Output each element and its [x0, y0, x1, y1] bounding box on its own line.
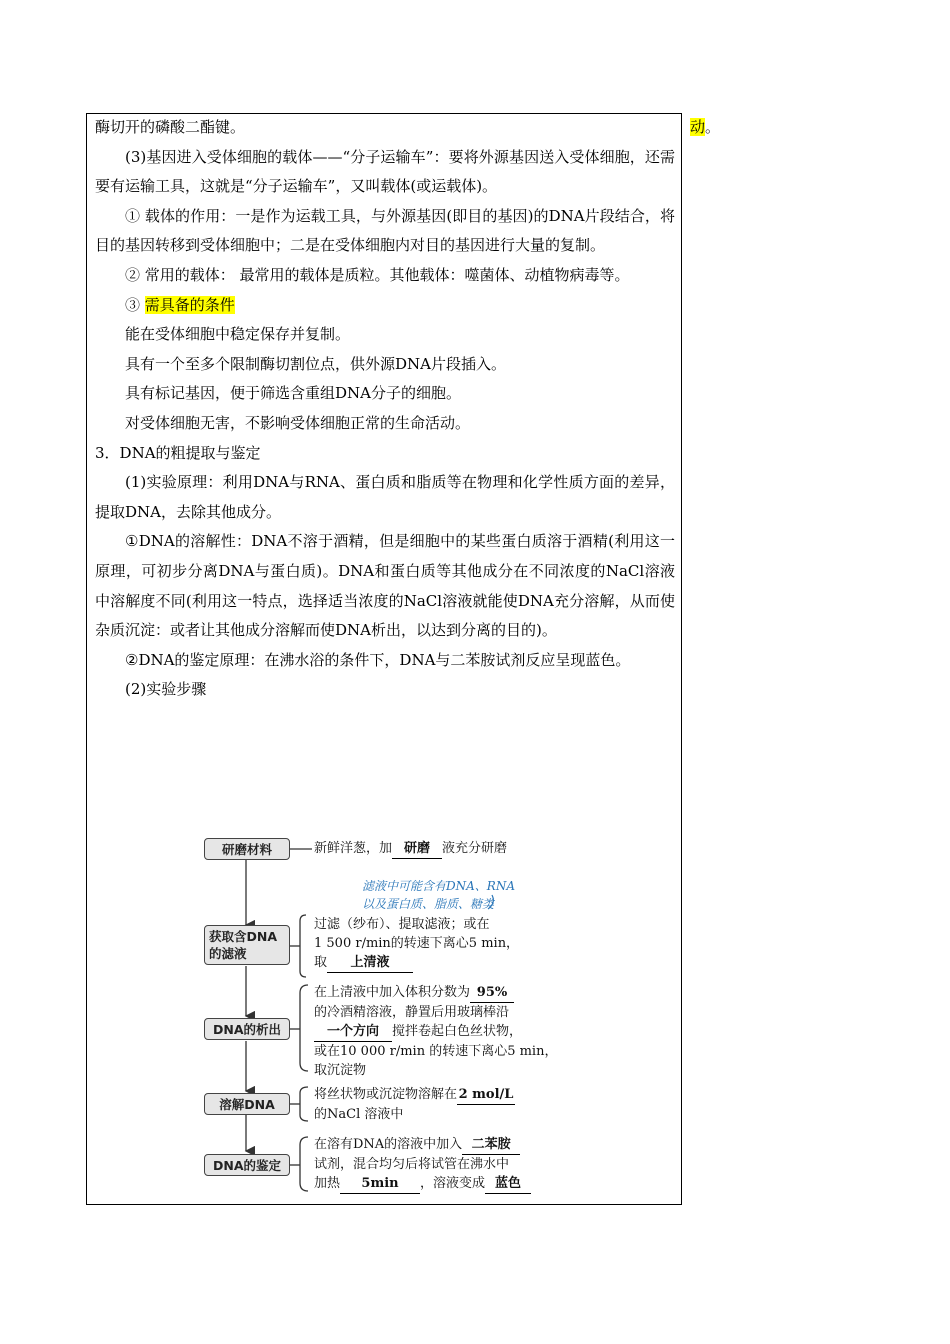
desc-line: 试剂，混合均匀后将试管在沸水中 [314, 1157, 510, 1172]
experiment-flowchart [196, 833, 576, 1203]
desc-text: 将丝状物或沉淀物溶解在 [314, 1087, 458, 1102]
bracket-3 [300, 985, 308, 1071]
paragraph: 能在受体细胞中稳定保存并复制。 [125, 325, 351, 344]
step-3-desc [314, 983, 557, 1080]
desc-text: 在上清液中加入体积分数为 [314, 985, 471, 1000]
desc-text: 在溶有DNA的溶液中加入 [314, 1137, 463, 1152]
step-precipitation: DNA的析出 [204, 1018, 290, 1040]
paragraph [95, 291, 675, 321]
desc-line: 或在10 000 r/min 的转速下离心5 min， [314, 1044, 558, 1059]
desc-text: 加热 [314, 1176, 341, 1191]
section-heading: 3．DNA的粗提取与鉴定 [95, 443, 261, 462]
step-2-desc [314, 915, 519, 973]
fill-blank: 研磨 [392, 839, 442, 859]
paragraph: (2)实验步骤 [125, 680, 207, 699]
desc-line: 的冷酒精溶液，静置后用玻璃棒沿 [314, 1005, 510, 1020]
paragraph: 酶切开的磷酸二酯键。 [95, 118, 246, 136]
desc-text: 新鲜洋葱，加 [314, 841, 393, 856]
desc-text: 取 [314, 955, 328, 970]
desc-text: 搅拌卷起白色丝状物， [392, 1024, 523, 1039]
desc-line: 取沉淀物 [314, 1063, 367, 1078]
paragraph: 具有标记基因，便于筛选含重组DNA分子的细胞。 [125, 384, 461, 403]
paragraph: ① 载体的作用：一是作为运载工具，与外源基因(即目的基因)的DNA片段结合，将目的基因转移到受体细胞中；二是在受体细胞内对目的基因进行大量的复制。 [95, 206, 675, 255]
step-4-desc [314, 1085, 515, 1124]
step-1-desc [314, 839, 507, 859]
step-dissolve: 溶解DNA [204, 1093, 290, 1115]
fill-blank: 5min [340, 1174, 420, 1194]
paragraph: ②DNA的鉴定原理：在沸水浴的条件下，DNA与二苯胺试剂反应呈现蓝色。 [125, 650, 631, 669]
desc-text: ，溶液变成 [420, 1176, 486, 1191]
paragraph: ①DNA的溶解性：DNA不溶于酒精，但是细胞中的某些蛋白质溶于酒精(利用这一原理，可初步分离DNA与蛋白质)。DNA和蛋白质等其他成分在不同浓度的NaCl溶液中溶解度不同(利用这一特点，选择适当浓度的NaCl溶液就能使DNA充分溶解，从而使杂质沉淀：或者让其他成分溶解而使DNA析出，以达到分离的目的)。 [95, 532, 675, 640]
paragraph: 具有一个至多个限制酶切割位点，供外源DNA片段插入。 [125, 354, 506, 373]
desc-line: 过滤（纱布）、提取滤液；或在 [314, 917, 490, 932]
paragraph: 对受体细胞无害，不影响受体细胞正常的生命活动。 [125, 413, 471, 432]
side-highlight: 动 [690, 118, 706, 136]
desc-line [314, 1174, 531, 1194]
desc-line [314, 983, 557, 1003]
desc-line [314, 1135, 531, 1155]
bracket-4 [300, 1087, 308, 1121]
fill-blank: 蓝色 [485, 1174, 531, 1194]
step-identify: DNA的鉴定 [204, 1154, 290, 1176]
step-filtrate: 获取含DNA的滤液 [204, 925, 290, 965]
handwritten-note [362, 877, 515, 913]
desc-line [314, 953, 519, 973]
paragraph-prefix: ③ [125, 295, 145, 314]
paragraph: (3)基因进入受体细胞的载体——“分子运输车”：要将外源基因送入受体细胞，还需要有运输工具，这就是“分子运输车”，又叫载体(或运载体)。 [95, 147, 675, 196]
highlighted-text: 需具备的条件 [144, 295, 235, 314]
desc-line [314, 1085, 515, 1105]
desc-line: 1 500 r/min的转速下离心5 min， [314, 936, 520, 951]
step-grinding: 研磨材料 [204, 838, 290, 860]
bracket-5 [300, 1137, 308, 1191]
bracket-2 [300, 915, 306, 977]
fill-blank: 一个方向 [314, 1022, 392, 1042]
fill-blank: 95% [470, 983, 514, 1003]
side-rest: 。 [705, 118, 721, 136]
note-line: 滤液中可能含有DNA、RNA [362, 879, 515, 893]
paragraph: ② 常用的载体： 最常用的载体是质粒。其他载体：噬菌体、动植物病毒等。 [125, 265, 630, 284]
desc-line: 的NaCl 溶液中 [314, 1107, 404, 1122]
document-body [95, 113, 675, 705]
fill-blank: 二苯胺 [462, 1135, 520, 1155]
step-5-desc [314, 1135, 531, 1194]
fill-blank: 上清液 [327, 953, 413, 973]
paragraph: (1)实验原理：利用DNA与RNA、蛋白质和脂质等在物理和化学性质方面的差异，提取DNA，去除其他成分。 [95, 473, 675, 521]
desc-text: 液充分研磨 [442, 841, 508, 856]
desc-line [314, 1022, 557, 1042]
fill-blank: 2 mol/L [457, 1085, 515, 1105]
note-line: 以及蛋白质、脂质、糖类 [362, 897, 495, 911]
side-note [690, 113, 720, 143]
